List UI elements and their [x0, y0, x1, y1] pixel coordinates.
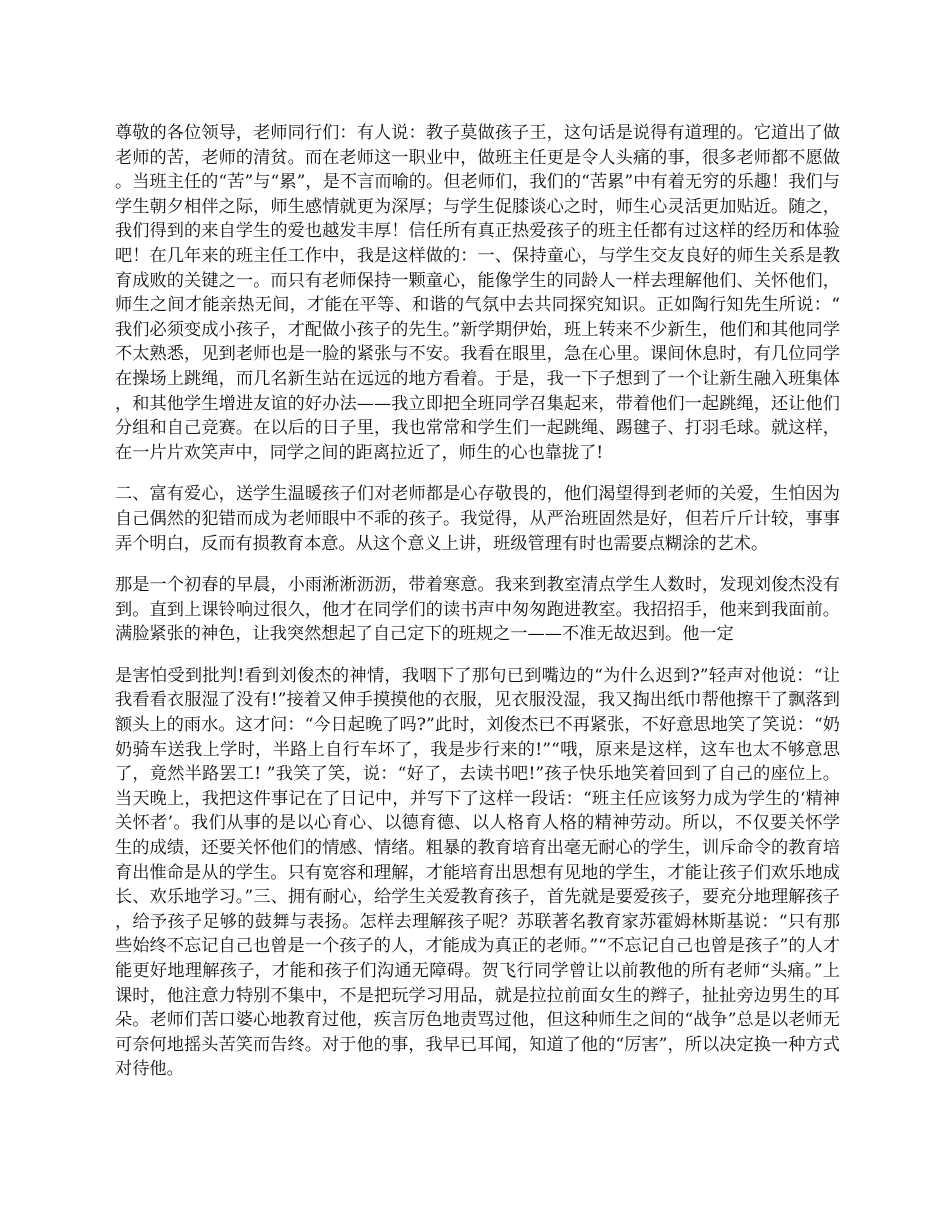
paragraph-section-two: 二、富有爱心，送学生温暖孩子们对老师都是心存敬畏的，他们渴望得到老师的关爱，生怕因为自己偶然的犯错而成为老师眼中不乖的孩子。我觉得，从严治班固然是好，但若斤斤计较，事事弄个明白，反而有损教育本意。从这个意义上讲，班级管理有时也需要点糊涂的艺术。 [115, 484, 840, 554]
document-body [115, 121, 840, 1082]
paragraph-story-start: 那是一个初春的早晨，小雨淅淅沥沥，带着寒意。我来到教室清点学生人数时，发现刘俊杰没有到。直到上课铃响过很久，他才在同学们的读书声中匆匆跑进教室。我招招手，他来到我面前。满脸紧张的神色，让我突然想起了自己定下的班规之一——不准无故迟到。他一定 [115, 575, 840, 645]
paragraph-story-continued: 是害怕受到批判!看到刘俊杰的神情，我咽下了那句已到嘴边的“为什么迟到?”轻声对他说：“让我看看衣服湿了没有!”接着又伸手摸摸他的衣服，见衣服没湿，我又掏出纸巾帮他擦干了飘落到额头上的雨水。这才问：“今日起晚了吗?”此时，刘俊杰已不再紧张，不好意思地笑了笑说：“奶奶骑车送我上学时，半路上自行车坏了，我是步行来的!”“哦，原来是这样，这车也太不够意思了，竟然半路罢工! ”我笑了笑，说：“好了，去读书吧!”孩子快乐地笑着回到了自己的座位上。当天晚上，我把这件事记在了日记中，并写下了这样一段话：“班主任应该努力成为学生的‘精神关怀者’。我们从事的是以心育心、以德育德、以人格育人格的精神劳动。所以，不仅要关怀学生的成绩，还要关怀他们的情感、情绪。粗暴的教育培育出毫无耐心的学生，训斥命令的教育培育出惟命是从的学生。只有宽容和理解，才能培育出思想有见地的学生，才能让孩子们欢乐地成长、欢乐地学习。”三、拥有耐心，给学生关爱教育孩子，首先就是要爱孩子，要充分地理解孩子，给予孩子足够的鼓舞与表扬。怎样去理解孩子呢？苏联著名教育家苏霍姆林斯基说：“只有那些始终不忘记自己也曾是一个孩子的人，才能成为真正的老师。”“不忘记自己也曾是孩子”的人才能更好地理解孩子，才能和孩子们沟通无障碍。贺飞行同学曾让以前教他的所有老师“头痛。”上课时，他注意力特别不集中，不是把玩学习用品，就是拉拉前面女生的辫子，扯扯旁边男生的耳朵。老师们苦口婆心地教育过他，疾言厉色地责骂过他，但这种师生之间的“战争”总是以老师无可奈何地摇头苦笑而告终。对于他的事，我早已耳闻，知道了他的“厉害”，所以决定换一种方式对待他。 [115, 665, 840, 1080]
paragraph-intro: 尊敬的各位领导，老师同行们：有人说：教子莫做孩子王，这句话是说得有道理的。它道出了做老师的苦，老师的清贫。而在老师这一职业中，做班主任更是令人头痛的事，很多老师都不愿做。当班主任的“苦”与“累”，是不言而喻的。但老师们，我们的“苦累”中有着无穷的乐趣！我们与学生朝夕相伴之际，师生感情就更为深厚；与学生促膝谈心之时，师生心灵活更加贴近。随之，我们得到的来自学生的爱也越发丰厚！信任所有真正热爱孩子的班主任都有过这样的经历和体验吧！在几年来的班主任工作中，我是这样做的：一、保持童心，与学生交友良好的师生关系是教育成败的关键之一。而只有老师保持一颗童心，能像学生的同龄人一样去理解他们、关怀他们，师生之间才能亲热无间，才能在平等、和谐的气氛中去共同探究知识。正如陶行知先生所说：“我们必须变成小孩子，才配做小孩子的先生。”新学期伊始，班上转来不少新生，他们和其他同学不太熟悉，见到老师也是一脸的紧张与不安。我看在眼里，急在心里。课间休息时，有几位同学在操场上跳绳，而几名新生站在远远的地方看着。于是，我一下子想到了一个让新生融入班集体，和其他学生增进友谊的好办法——我立即把全班同学召集起来，带着他们一起跳绳，还让他们分组和自己竞赛。在以后的日子里，我也常常和学生们一起跳绳、踢毽子、打羽毛球。就这样，在一片片欢笑声中，同学之间的距离拉近了，师生的心也靠拢了! [115, 123, 840, 463]
